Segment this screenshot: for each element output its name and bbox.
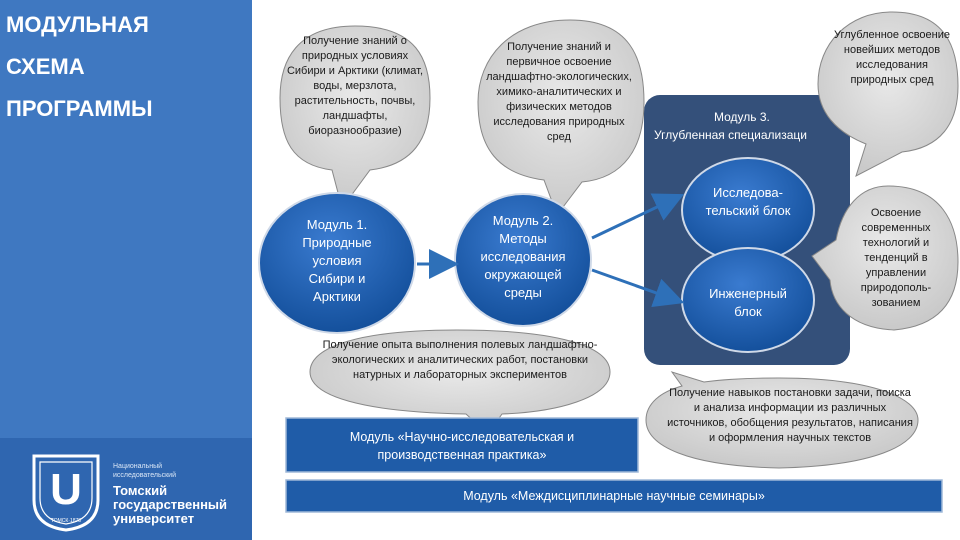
bubble-3-text: Углубленное освоение новейших методов исследования природных сред bbox=[834, 29, 950, 86]
module-3-label-line-2: Углубленная специализаци bbox=[654, 128, 807, 142]
university-name-3: университет bbox=[113, 511, 195, 526]
university-subtitle-1: Национальный bbox=[113, 463, 163, 470]
bubble-2-text: Получение знаний и первичное освоение ландшафтно-экологических, химико-аналитических и физических методов исследования природных сред bbox=[486, 41, 632, 143]
university-subtitle-2: исследовательский bbox=[113, 472, 176, 479]
svg-text:ТОМСК·1878: ТОМСК·1878 bbox=[50, 518, 82, 524]
university-name-1: Томский bbox=[113, 483, 168, 498]
seminars-module-label: Модуль «Междисциплинарные научные семинары» bbox=[463, 489, 765, 503]
university-name bbox=[113, 462, 227, 526]
module-diagram bbox=[252, 0, 960, 540]
module-3-label-line-1: Модуль 3. bbox=[714, 110, 770, 124]
university-name-2: государственный bbox=[113, 497, 228, 512]
bubble-1-text: Получение знаний о природных условиях Сибири и Арктики (климат, воды, мерзлота, растительность, почвы, ландшафты, биоразнообразие) bbox=[286, 35, 424, 137]
university-logo-icon bbox=[28, 452, 104, 532]
page-title bbox=[6, 4, 246, 130]
title-line-2: СХЕМА bbox=[6, 54, 85, 79]
module-1-label: Модуль 1. Природные условия Сибири и Арктики bbox=[302, 217, 372, 304]
svg-text:U: U bbox=[50, 465, 82, 514]
engineering-block-label: Инженерный блок bbox=[709, 286, 787, 319]
practice-module-label: Модуль «Научно-исследовательская и производственная практика» bbox=[349, 430, 575, 462]
module-2-label: Модуль 2. Методы исследования окружающей среды bbox=[480, 213, 566, 300]
research-block-label: Исследова-тельский блок bbox=[705, 185, 791, 218]
bubble-4-text: Освоение современных технологий и тенденций в управлении природополь-зованием bbox=[860, 207, 932, 309]
title-line-1: МОДУЛЬНАЯ bbox=[6, 12, 149, 37]
title-line-3: ПРОГРАММЫ bbox=[6, 96, 153, 121]
sidebar bbox=[0, 0, 252, 540]
bubble-5-text: Получение опыта выполнения полевых ландшафтно-экологических и аналитических работ, постановки натурных и лабораторных экспериментов bbox=[322, 339, 598, 381]
bubble-6-text: Получение навыков постановки задачи, поиска и анализа информации из различных источников, обобщения результатов, написания и оформления научных текстов bbox=[667, 387, 913, 444]
